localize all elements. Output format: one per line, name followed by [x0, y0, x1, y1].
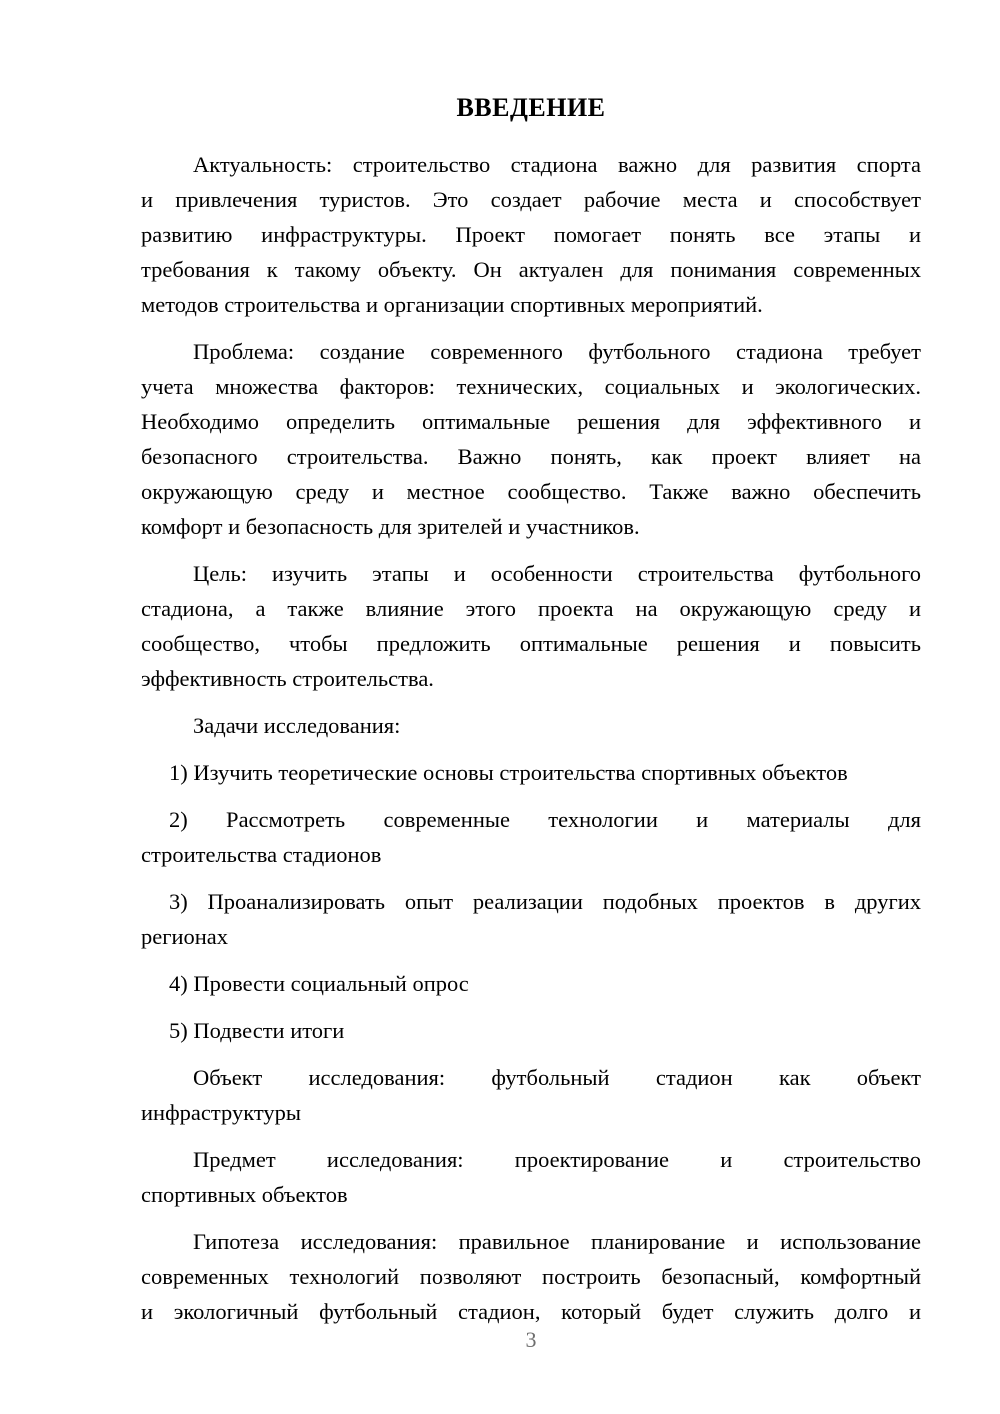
text-line: Объект исследования: футбольный стадион как объект [193, 1065, 921, 1090]
text-line: и привлечения туристов. Это создает рабочие места и способствует [141, 187, 921, 212]
text-line: безопасного строительства. Важно понять, как проект влияет на [141, 444, 921, 469]
task-3 [141, 884, 921, 954]
document-body [141, 147, 921, 1329]
text-line: Проблема: создание современного футбольного стадиона требует [193, 339, 921, 364]
tasks-heading [141, 708, 921, 743]
text-line: Задачи исследования: [193, 713, 401, 738]
text-line: 2) Рассмотреть современные технологии и материалы для [169, 807, 921, 832]
text-line: Цель: изучить этапы и особенности строительства футбольного [193, 561, 921, 586]
text-line: Предмет исследования: проектирование и строительство [193, 1147, 921, 1172]
section-title: ВВЕДЕНИЕ [456, 93, 606, 122]
text-line: 5) Подвести итоги [169, 1018, 345, 1043]
text-line: и экологичный футбольный стадион, который будет служить долго и [141, 1299, 921, 1324]
text-line: современных технологий позволяют построить безопасный, комфортный [141, 1264, 921, 1289]
text-line: 1) Изучить теоретические основы строительства спортивных объектов [169, 760, 848, 785]
page-number: 3 [525, 1327, 537, 1352]
task-1 [141, 755, 921, 790]
goal [141, 556, 921, 696]
text-line: Актуальность: строительство стадиона важно для развития спорта [193, 152, 921, 177]
text-line: стадиона, а также влияние этого проекта на окружающую среду и [141, 596, 921, 621]
research-subject [141, 1142, 921, 1212]
research-object [141, 1060, 921, 1130]
text-line: требования к такому объекту. Он актуален для понимания современных [141, 257, 921, 282]
text-line: регионах [141, 924, 229, 949]
text-line: комфорт и безопасность для зрителей и участников. [141, 514, 640, 539]
text-line: 3) Проанализировать опыт реализации подобных проектов в других [169, 889, 921, 914]
document-content [141, 90, 921, 1329]
text-line: спортивных объектов [141, 1182, 348, 1207]
text-line: строительства стадионов [141, 842, 382, 867]
text-line: методов строительства и организации спортивных мероприятий. [141, 292, 763, 317]
text-line: 4) Провести социальный опрос [169, 971, 469, 996]
task-4 [141, 966, 921, 1001]
text-line: сообщество, чтобы предложить оптимальные решения и повысить [141, 631, 921, 656]
text-line: Гипотеза исследования: правильное планирование и использование [193, 1229, 921, 1254]
text-line: учета множества факторов: технических, социальных и экологических. [141, 374, 921, 399]
text-line: развитию инфраструктуры. Проект помогает понять все этапы и [141, 222, 921, 247]
hypothesis [141, 1224, 921, 1329]
page-footer [141, 1326, 921, 1354]
task-2 [141, 802, 921, 872]
text-line: окружающую среду и местное сообщество. Также важно обеспечить [141, 479, 921, 504]
text-line: инфраструктуры [141, 1100, 301, 1125]
text-line: Необходимо определить оптимальные решения для эффективного и [141, 409, 921, 434]
relevance [141, 147, 921, 322]
text-line: эффективность строительства. [141, 666, 434, 691]
task-5 [141, 1013, 921, 1048]
problem [141, 334, 921, 544]
